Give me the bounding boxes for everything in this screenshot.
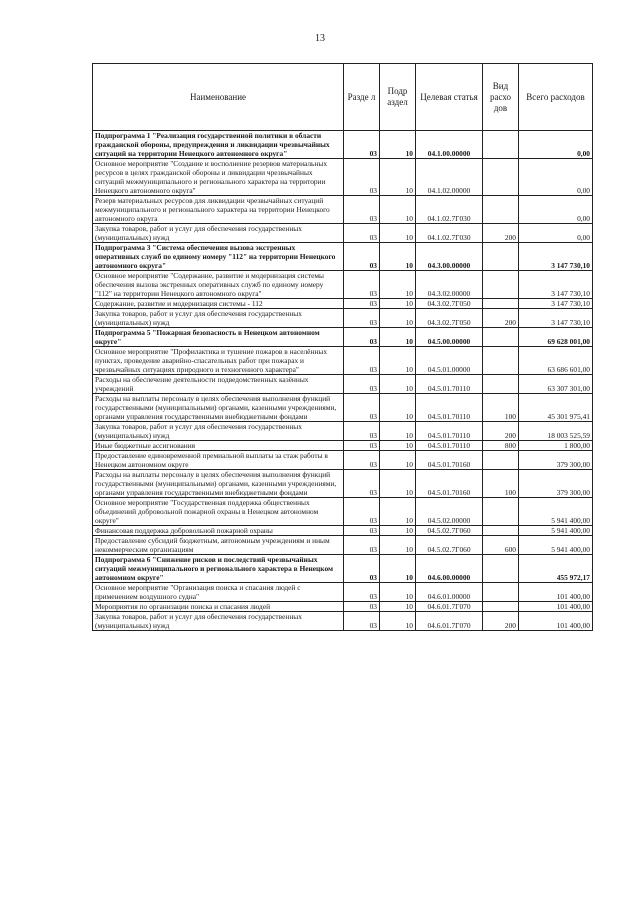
row-total: 0,00 [519,131,593,159]
row-section: 03 [344,470,380,498]
row-section: 03 [344,422,380,441]
row-name: Расходы на выплаты персоналу в целях обеспечения выполнения функций государственными (муниципальными) органами, казенными учреждениями, органами управления государственными внебюджетными фондами [93,394,344,422]
row-type [483,243,519,271]
row-target: 04.5.02.00000 [416,498,483,526]
row-subsection: 10 [380,612,416,631]
table-row [93,612,593,631]
row-name: Подпрограмма 1 "Реализация государственной политики в области гражданской обороны, предупреждения и ликвидации чрезвычайных ситуаций на территории Ненецкого автономного округа" [93,131,344,159]
row-target: 04.3.02.7Г050 [416,309,483,328]
row-type [483,555,519,583]
row-name: Основное мероприятие "Организация поиска и спасания людей с применением воздушного судна" [93,583,344,602]
row-subsection: 10 [380,536,416,555]
row-name: Закупка товаров, работ и услуг для обеспечения государственных (муниципальных) нужд [93,224,344,243]
row-type [483,602,519,612]
table-row [93,422,593,441]
row-subsection: 10 [380,271,416,299]
header-total: Всего расходов [519,64,593,131]
row-subsection: 10 [380,347,416,375]
row-target: 04.1.02.7Г030 [416,196,483,224]
row-total: 3 147 730,10 [519,309,593,328]
row-name: Основное мероприятие "Содержание, развитие и модернизация системы обеспечения вызова экстренных оперативных служб по единому номеру "112" на территории Ненецкого автономного округа" [93,271,344,299]
row-type [483,159,519,196]
row-subsection: 10 [380,498,416,526]
row-section: 03 [344,328,380,347]
table-row [93,498,593,526]
table-row [93,131,593,159]
row-section: 03 [344,271,380,299]
row-target: 04.5.00.00000 [416,328,483,347]
budget-table [92,63,593,631]
table-row [93,394,593,422]
row-total: 18 003 525,59 [519,422,593,441]
row-total: 63 686 601,00 [519,347,593,375]
header-subsection: Подр аздел [380,64,416,131]
row-target: 04.3.02.00000 [416,271,483,299]
table-row [93,347,593,375]
row-subsection: 10 [380,328,416,347]
table-row [93,526,593,536]
row-total: 379 300,00 [519,470,593,498]
row-name: Резерв материальных ресурсов для ликвидации чрезвычайных ситуаций межмуниципального и регионального характера на территории Ненецкого автономного округа [93,196,344,224]
row-section: 03 [344,309,380,328]
row-name: Подпрограмма 6 "Снижение рисков и последствий чрезвычайных ситуаций межмуниципального и регионального характера в Ненецком автономном округе" [93,555,344,583]
row-target: 04.5.01.70110 [416,441,483,451]
row-name: Предоставление субсидий бюджетным, автономным учреждениям и иным некоммерческим организациям [93,536,344,555]
row-target: 04.5.01.70160 [416,451,483,470]
row-name: Основное мероприятие "Профилактика и тушение пожаров в населённых пунктах, проведение аварийно-спасательных работ при пожарах и чрезвычайных ситуациях природного и техногенного характера" [93,347,344,375]
row-section: 03 [344,583,380,602]
row-name: Финансовая поддержка добровольной пожарной охраны [93,526,344,536]
row-type: 200 [483,309,519,328]
row-total: 3 147 730,10 [519,243,593,271]
row-target: 04.5.01.70110 [416,375,483,394]
row-section: 03 [344,299,380,309]
row-subsection: 10 [380,441,416,451]
row-type [483,375,519,394]
row-section: 03 [344,451,380,470]
row-type [483,299,519,309]
table-row [93,159,593,196]
table-row [93,441,593,451]
row-name: Предоставление единовременной премиальной выплаты за стаж работы в Ненецком автономном округе [93,451,344,470]
row-name: Расходы на выплаты персоналу в целях обеспечения выполнения функций государственными (муниципальными) органами, казенными учреждениями, органами управления государственными внебюджетными фондами [93,470,344,498]
table-row [93,451,593,470]
row-target: 04.5.01.70110 [416,422,483,441]
row-type [483,271,519,299]
row-name: Основное мероприятие "Государственная поддержка общественных объединений добровольной пожарной охраны в Ненецком автономном округе" [93,498,344,526]
row-target: 04.6.01.7Г070 [416,602,483,612]
row-total: 1 800,00 [519,441,593,451]
row-section: 03 [344,441,380,451]
row-type: 200 [483,224,519,243]
row-subsection: 10 [380,470,416,498]
row-section: 03 [344,498,380,526]
row-total: 379 300,00 [519,451,593,470]
row-subsection: 10 [380,159,416,196]
table-body [93,131,593,631]
table-row [93,375,593,394]
row-name: Закупка товаров, работ и услуг для обеспечения государственных (муниципальных) нужд [93,309,344,328]
row-subsection: 10 [380,526,416,536]
row-subsection: 10 [380,131,416,159]
row-subsection: 10 [380,309,416,328]
row-type [483,451,519,470]
row-total: 0,00 [519,159,593,196]
row-name: Содержание, развитие и модернизация системы - 112 [93,299,344,309]
row-total: 5 941 400,00 [519,536,593,555]
row-total: 455 972,17 [519,555,593,583]
row-name: Основное мероприятие "Создание и восполнение резервов материальных ресурсов в целях гражданской обороны и ликвидации чрезвычайных ситуаций межмуниципального и регионального характера на территории Ненецкого автономного округа" [93,159,344,196]
row-total: 101 400,00 [519,612,593,631]
table-row [93,299,593,309]
row-total: 0,00 [519,196,593,224]
row-section: 03 [344,131,380,159]
row-section: 03 [344,526,380,536]
row-total: 3 147 730,10 [519,271,593,299]
row-total: 69 628 001,00 [519,328,593,347]
table-row [93,583,593,602]
row-subsection: 10 [380,243,416,271]
row-total: 3 147 730,10 [519,299,593,309]
header-target: Целевая статья [416,64,483,131]
row-subsection: 10 [380,375,416,394]
row-section: 03 [344,602,380,612]
row-type: 800 [483,441,519,451]
table-row [93,271,593,299]
row-subsection: 10 [380,299,416,309]
row-subsection: 10 [380,394,416,422]
row-section: 03 [344,555,380,583]
row-section: 03 [344,536,380,555]
row-target: 04.5.02.7Г060 [416,536,483,555]
row-total: 0,00 [519,224,593,243]
table-row [93,536,593,555]
row-target: 04.3.02.7Г050 [416,299,483,309]
row-total: 101 400,00 [519,602,593,612]
row-section: 03 [344,224,380,243]
header-type: Вид расхо дов [483,64,519,131]
row-section: 03 [344,347,380,375]
row-type [483,583,519,602]
row-target: 04.1.00.00000 [416,131,483,159]
row-type: 600 [483,536,519,555]
row-total: 101 400,00 [519,583,593,602]
table-row [93,328,593,347]
row-name: Закупка товаров, работ и услуг для обеспечения государственных (муниципальных) нужд [93,612,344,631]
row-total: 5 941 400,00 [519,498,593,526]
row-subsection: 10 [380,583,416,602]
row-target: 04.6.01.00000 [416,583,483,602]
row-target: 04.1.02.00000 [416,159,483,196]
row-name: Подпрограмма 3 "Система обеспечения вызова экстренных оперативных служб по единому номеру "112" на территории Ненецкого автономного округа" [93,243,344,271]
row-section: 03 [344,612,380,631]
row-name: Расходы на обеспечение деятельности подведомственных казённых учреждений [93,375,344,394]
row-target: 04.6.01.7Г070 [416,612,483,631]
row-subsection: 10 [380,451,416,470]
row-subsection: 10 [380,196,416,224]
row-type: 200 [483,612,519,631]
row-total: 45 301 975,41 [519,394,593,422]
row-type: 100 [483,394,519,422]
table-row [93,555,593,583]
row-target: 04.1.02.7Г030 [416,224,483,243]
row-name: Подпрограмма 5 "Пожарная безопасность в Ненецком автономном округе" [93,328,344,347]
table-row [93,602,593,612]
row-section: 03 [344,394,380,422]
header-name: Наименование [93,64,344,131]
row-type [483,328,519,347]
page-number: 13 [315,33,325,44]
row-name: Закупка товаров, работ и услуг для обеспечения государственных (муниципальных) нужд [93,422,344,441]
table-row [93,196,593,224]
row-name: Мероприятия по организации поиска и спасания людей [93,602,344,612]
row-total: 63 307 301,00 [519,375,593,394]
row-type [483,131,519,159]
row-target: 04.6.00.00000 [416,555,483,583]
row-target: 04.5.01.70110 [416,394,483,422]
row-section: 03 [344,196,380,224]
table-row [93,224,593,243]
table-row [93,309,593,328]
row-type [483,498,519,526]
table-row [93,243,593,271]
row-total: 5 941 400,00 [519,526,593,536]
row-type [483,347,519,375]
row-target: 04.3.00.00000 [416,243,483,271]
row-target: 04.5.01.00000 [416,347,483,375]
row-type [483,526,519,536]
row-type: 100 [483,470,519,498]
row-name: Иные бюджетные ассигнования [93,441,344,451]
row-subsection: 10 [380,224,416,243]
row-section: 03 [344,243,380,271]
row-subsection: 10 [380,422,416,441]
row-target: 04.5.02.7Г060 [416,526,483,536]
table-row [93,470,593,498]
row-subsection: 10 [380,602,416,612]
row-subsection: 10 [380,555,416,583]
row-type [483,196,519,224]
table-header-row [93,64,593,131]
row-section: 03 [344,375,380,394]
row-section: 03 [344,159,380,196]
header-section: Разде л [344,64,380,131]
row-target: 04.5.01.70160 [416,470,483,498]
row-type: 200 [483,422,519,441]
